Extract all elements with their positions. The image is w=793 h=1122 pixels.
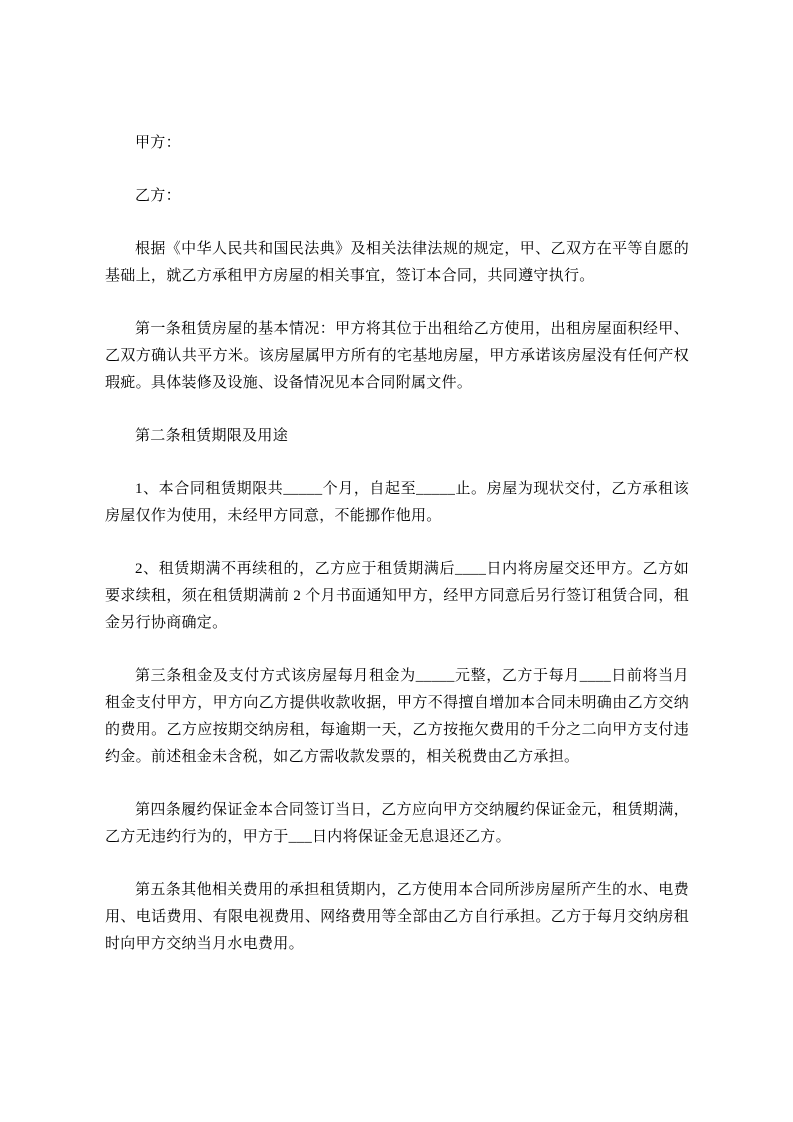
party-a-label: 甲方： (135, 135, 181, 151)
clause-2-item-1: 1、本合同租赁期限共_____个月，自起至_____止。房屋为现状交付，乙方承租该房屋仅作为使用，未经甲方同意，不能挪作他用。 (105, 481, 689, 524)
preamble-paragraph: 根据《中华人民共和国民法典》及相关法律法规的规定，甲、乙双方在平等自愿的基础上，就乙方承租甲方房屋的相关事宜，签订本合同，共同遵守执行。 (105, 241, 689, 284)
clause-5-paragraph: 第五条其他相关费用的承担租赁期内，乙方使用本合同所涉房屋所产生的水、电费用、电话费用、有限电视费用、网络费用等全部由乙方自行承担。乙方于每月交纳房租时向甲方交纳当月水电费用。 (105, 882, 689, 952)
clause-4-paragraph: 第四条履约保证金本合同签订当日，乙方应向甲方交纳履约保证金元，租赁期满，乙方无违约行为的，甲方于___日内将保证金无息退还乙方。 (105, 802, 689, 845)
clause-2-heading: 第二条租赁期限及用途 (135, 428, 289, 444)
clause-3-paragraph: 第三条租金及支付方式该房屋每月租金为_____元整，乙方于每月____日前将当月租金支付甲方，甲方向乙方提供收款收据，甲方不得擅自增加本合同未明确由乙方交纳的费用。乙方应按期交纳房租，每逾期一天，乙方按拖欠费用的千分之二向甲方支付违约金。前述租金未含税，如乙方需收款发票的，相关税费由乙方承担。 (105, 668, 689, 765)
clause-1-paragraph: 第一条租赁房屋的基本情况：甲方将其位于出租给乙方使用，出租房屋面积经甲、乙双方确认共平方米。该房屋属甲方所有的宅基地房屋，甲方承诺该房屋没有任何产权瑕疵。具体装修及设施、设备情况见本合同附属文件。 (105, 321, 689, 391)
party-b-label: 乙方： (135, 188, 181, 204)
clause-2-item-2: 2、租赁期满不再续租的，乙方应于租赁期满后____日内将房屋交还甲方。乙方如要求续租，须在租赁期满前 2 个月书面通知甲方，经甲方同意后另行签订租赁合同，租金另行协商确定。 (105, 561, 689, 631)
